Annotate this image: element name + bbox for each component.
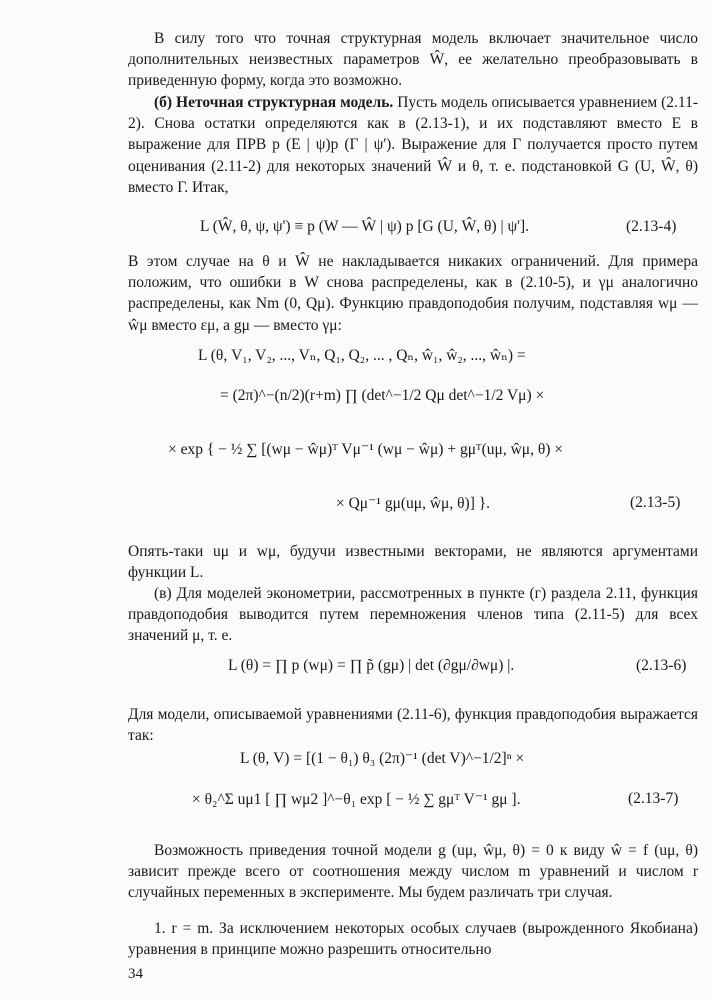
paragraph-8: 1. r = m. За исключением некоторых особых случаев (вырожденного Якобиана) уравнения в принципе можно разрешить относительно [128, 920, 698, 959]
paragraph-4: Опять-таки uμ и wμ, будучи известными векторами, не являются аргументами функции L. [128, 543, 698, 582]
equation-number-2-13-6: (2.13-6) [636, 657, 687, 674]
paragraph-5: (в) Для моделей эконометрии, рассмотренных в пункте (г) раздела 2.11, функция правдоподобия выводится путем перемножения членов типа (2.11-5) для всех значений μ, т. е. [128, 585, 698, 645]
equation-2-13-7-line-2: × θ₂^Σ uμ1 [ ∏ wμ2 ]^−θ₁ exp [ − ½ ∑ gμᵀ V⁻¹ gμ ]. [192, 791, 521, 808]
paragraph-2-body: Пусть модель описывается уравнением (2.11-2). Снова остатки определяются как в (2.13-1), и их подставляют вместо E в выражение для ПРВ p (E | ψ)p (Γ | ψ'). Выражение для Γ получается просто путем оценивания (2.11-2) для некоторых значений Ŵ и θ, т. е. подстановкой G (U, Ŵ, θ) вместо Γ. Итак, [128, 94, 698, 196]
equation-2-13-5-line-3: × exp { − ½ ∑ [(wμ − ŵμ)ᵀ Vμ⁻¹ (wμ − ŵμ) + gμᵀ(uμ, ŵμ, θ) × [168, 441, 564, 458]
paragraph-7: Возможность приведения точной модели g (uμ, ŵμ, θ) = 0 к виду ŵ = f (uμ, θ) зависит прежде всего от соотношения между числом m уравнений и числом r случайных переменных в эксперименте. Мы будем различать три случая. [128, 842, 698, 902]
paragraph-1: В силу того что точная структурная модель включает значительное число дополнительных неизвестных параметров Ŵ, ее желательно преобразовывать в приведенную форму, когда это возможно. [128, 30, 698, 90]
equation-2-13-6: L (θ) = ∏ p (wμ) = ∏ p̃ (gμ) | det (∂gμ/∂wμ) |. [228, 657, 515, 674]
paragraph-3: В этом случае на θ и Ŵ не накладывается никаких ограничений. Для примера положим, что ошибки в W снова распределены, как в (2.10-5), и γμ аналогично распределены, как Nm (0, Qμ). Функцию правдоподобия получим, подставляя wμ — ŵμ вместо εμ, а gμ — вместо γμ: [128, 253, 698, 334]
paragraph-2 [128, 92, 698, 198]
equation-2-13-7-line-1: L (θ, V) = [(1 − θ₁) θ₃ (2π)⁻¹ (det V)^−1/2]ⁿ × [240, 750, 525, 767]
equation-2-13-4: L (Ŵ, θ, ψ, ψ') ≡ p (W — Ŵ | ψ) p [G (U, Ŵ, θ) | ψ']. [200, 218, 530, 235]
paragraph-6: Для модели, описываемой уравнениями (2.11-6), функция правдоподобия выражается так: [128, 706, 698, 745]
section-heading-b: (б) Неточная структурная модель. [154, 94, 394, 111]
equation-2-13-5-line-2: = (2π)^−(n/2)(r+m) ∏ (det^−1/2 Qμ det^−1/2 Vμ) × [220, 387, 545, 404]
equation-number-2-13-5: (2.13-5) [630, 494, 681, 511]
equation-2-13-5-line-1: L (θ, V₁, V₂, ..., Vₙ, Q₁, Q₂, ... , Qₙ, ŵ₁, ŵ₂, ..., ŵₙ) = [198, 347, 526, 364]
equation-2-13-5-line-4: × Qμ⁻¹ gμ(uμ, ŵμ, θ)] }. [336, 495, 491, 512]
page-number: 34 [128, 966, 143, 982]
equation-number-2-13-4: (2.13-4) [626, 218, 677, 235]
equation-number-2-13-7: (2.13-7) [628, 790, 679, 807]
